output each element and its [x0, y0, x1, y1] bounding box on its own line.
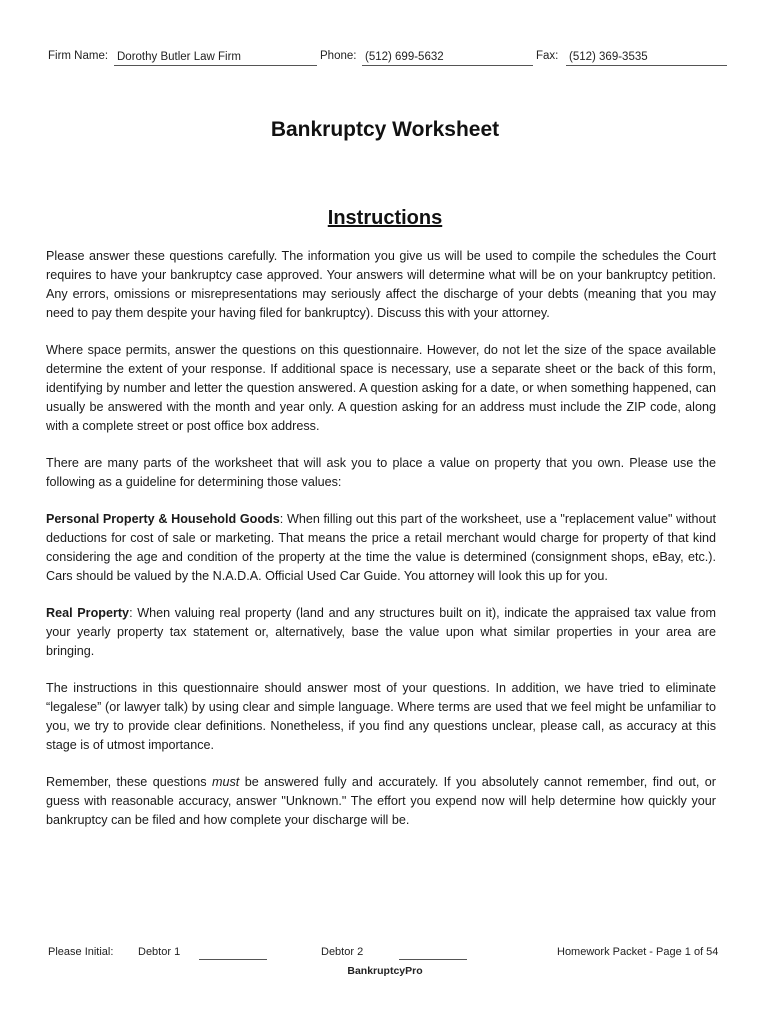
debtor2-initial-line[interactable]	[399, 959, 467, 960]
paragraph-intro: Please answer these questions carefully. The information you give us will be used to compile the schedules the Court requires to have your bankruptcy case approved. Your answers will determine what will be on your bankruptcy petition. Any errors, omissions or misrepresentations may seriously affect the discharge of your debts (meaning that you may need to pay them despite your having filed for bankruptcy). Discuss this with your attorney.	[46, 249, 716, 320]
debtor1-initial-line[interactable]	[199, 959, 267, 960]
page-number: Homework Packet - Page 1 of 54	[557, 946, 719, 958]
phone-label: Phone:	[320, 50, 357, 62]
debtor2-label: Debtor 2	[321, 946, 364, 958]
page-title: Bankruptcy Worksheet	[270, 118, 500, 141]
phone-field[interactable]: (512) 699-5632	[362, 50, 533, 66]
personal-property-text: : When filling out this part of the worksheet, use a "replacement value" without deductions for cost of sale or marketing. That means the price a retail merchant would charge for property of that kind considering the age and condition of the property at the time the value is determined (consignment shops, eBay, etc.). Cars should be valued by the N.A.D.A. Official Used Car Guide. You attorney will look this up for you.	[46, 512, 717, 583]
firm-name-label: Firm Name:	[48, 50, 109, 62]
remember-text-pre: Remember, these questions	[46, 775, 213, 789]
paragraph-personal-property	[46, 510, 716, 586]
instructions-body	[46, 247, 716, 848]
paragraph-legalese: The instructions in this questionnaire should answer most of your questions. In addition, we have tried to eliminate “legalese” (or lawyer talk) by using clear and simple language. Where terms are used that we feel might be unfamiliar to you, we try to provide clear definitions. Nonetheless, if you find any questions unclear, please call, as accuracy at this stage is of utmost importance.	[46, 681, 716, 752]
brand-name: BankruptcyPro	[347, 965, 423, 977]
firm-name-field[interactable]: Dorothy Butler Law Firm	[114, 50, 317, 66]
fax-field[interactable]: (512) 369-3535	[566, 50, 727, 66]
fax-label: Fax:	[536, 50, 559, 62]
debtor1-label: Debtor 1	[138, 946, 181, 958]
real-property-text: : When valuing real property (land and any structures built on it), indicate the appraised tax value from your yearly property tax statement or, alternatively, base the value upon what similar properties in your area are bringing.	[46, 606, 716, 658]
paragraph-valuation: There are many parts of the worksheet that will ask you to place a value on property that you own. Please use the following as a guideline for determining those values:	[46, 456, 716, 489]
initial-label: Please Initial:	[48, 946, 114, 958]
remember-text-post: be answered fully and accurately. If you absolutely cannot remember, find out, or guess with reasonable accuracy, answer "Unknown." The effort you expend now will help determine how quickly your bankruptcy can be filed and how complete your discharge will be.	[46, 775, 716, 827]
firm-header	[48, 50, 728, 68]
real-property-label: Real Property	[46, 606, 130, 620]
paragraph-remember	[46, 773, 716, 830]
instructions-heading: Instructions	[327, 207, 443, 229]
paragraph-space: Where space permits, answer the questions on this questionnaire. However, do not let the size of the space available determine the extent of your response. If additional space is necessary, use a separate sheet or the back of this form, identifying by number and letter the question answered. A question asking for a date, or when something happened, can usually be answered with the month and year only. A question asking for an address must include the ZIP code, along with a complete street or post office box address.	[46, 343, 716, 433]
personal-property-label: Personal Property & Household Goods	[46, 512, 280, 526]
paragraph-real-property	[46, 604, 716, 661]
remember-emphasis: must	[212, 775, 240, 789]
